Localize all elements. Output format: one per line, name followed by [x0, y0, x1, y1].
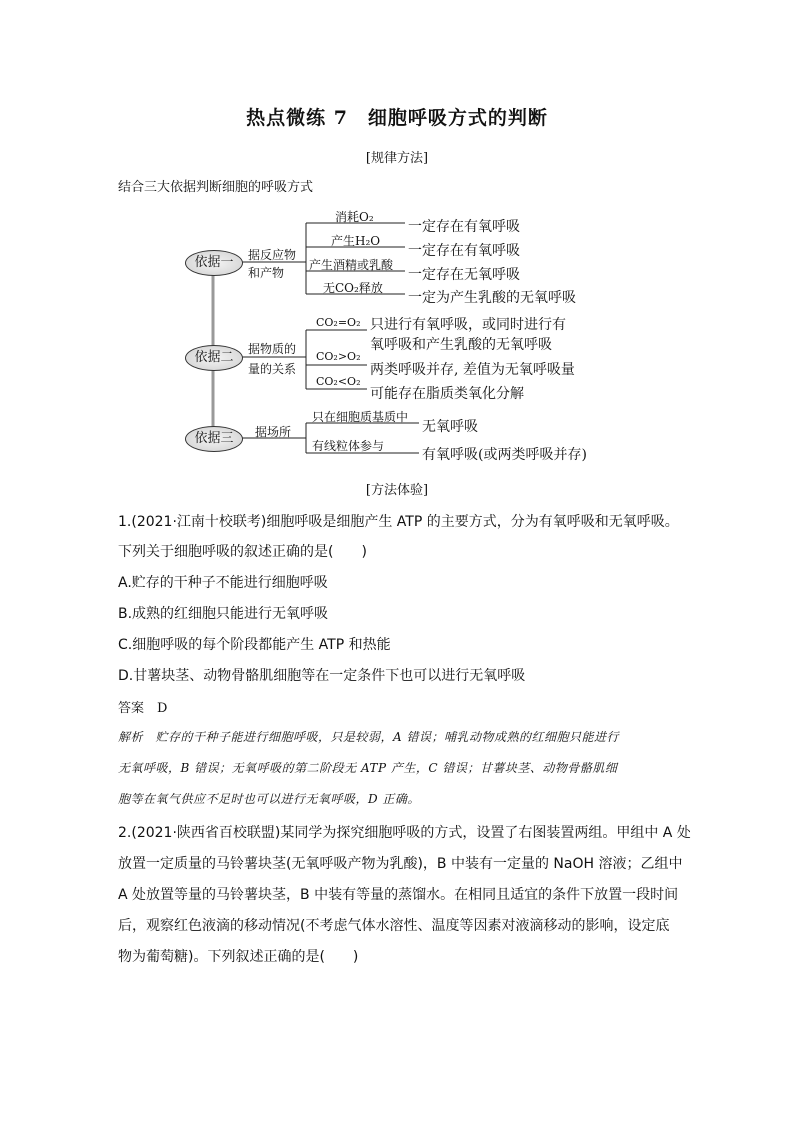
basis1-condition: 产生酒精或乳酸 — [309, 258, 394, 272]
q2-stem-line: 2.(2021·陕西省百校联盟)某同学为探究细胞呼吸的方式，设置了右图装置两组。甲组中 A 处 — [118, 825, 691, 841]
basis2-condition: CO₂>O₂ — [316, 350, 361, 363]
q1-option-a: A.贮存的干种子不能进行细胞呼吸 — [118, 575, 328, 591]
basis1-result: 一定存在无氧呼吸 — [408, 267, 520, 283]
section-heading-rules: [规律方法] — [365, 151, 429, 166]
q1-option-b: B.成熟的红细胞只能进行无氧呼吸 — [118, 606, 329, 622]
basis2-result: 两类呼吸并存, 差值为无氧呼吸量 — [370, 362, 575, 378]
basis2-condition: CO₂<O₂ — [316, 375, 361, 388]
basis3-condition: 有线粒体参与 — [312, 439, 385, 453]
basis2-result: 可能存在脂质类氧化分解 — [370, 386, 524, 402]
intro-text: 结合三大依据判断细胞的呼吸方式 — [118, 180, 314, 195]
q1-explanation-line: 无氧呼吸，B 错误；无氧呼吸的第二阶段无 ATP 产生，C 错误；甘薯块茎、动物骨骼肌细 — [118, 761, 618, 775]
basis1-category-line2: 和产物 — [248, 266, 285, 280]
q1-answer: 答案 D — [118, 701, 168, 716]
basis3-condition: 只在细胞质基质中 — [312, 410, 409, 424]
q1-option-c: C.细胞呼吸的每个阶段都能产生 ATP 和热能 — [118, 637, 391, 653]
q1-explanation-line: 胞等在氧气供应不足时也可以进行无氧呼吸，D 正确。 — [118, 792, 420, 806]
page-title: 热点微练 7 细胞呼吸方式的判断 — [246, 107, 548, 129]
basis3-result: 有氧呼吸(或两类呼吸并存) — [422, 447, 587, 463]
basis1-category-line1: 据反应物 — [248, 248, 297, 262]
q1-stem-line2: 下列关于细胞呼吸的叙述正确的是( ) — [118, 544, 367, 560]
basis3-category: 据场所 — [255, 425, 292, 439]
basis2-result: 氧呼吸和产生乳酸的无氧呼吸 — [370, 337, 552, 353]
section-heading-practice: [方法体验] — [365, 483, 429, 498]
basis2-category-line1: 据物质的 — [248, 342, 297, 356]
basis3-node: 依据三 — [185, 426, 243, 452]
q2-stem-line: 后，观察红色液滴的移动情况(不考虑气体水溶性、温度等因素对液滴移动的影响，设定底 — [118, 918, 670, 934]
basis2-category-line2: 量的关系 — [248, 362, 297, 376]
q1-explanation-line: 解析 贮存的干种子能进行细胞呼吸，只是较弱，A 错误；哺乳动物成熟的红细胞只能进行 — [118, 730, 619, 744]
basis1-node: 依据一 — [185, 250, 243, 276]
q2-stem-line: 物为葡萄糖)。下列叙述正确的是( ) — [118, 949, 359, 965]
basis1-result: 一定为产生乳酸的无氧呼吸 — [408, 290, 576, 306]
basis2-result: 只进行有氧呼吸，或同时进行有 — [370, 317, 566, 333]
q2-stem-line: 放置一定质量的马铃薯块茎(无氧呼吸产物为乳酸)，B 中装有一定量的 NaOH 溶液；乙组中 — [118, 856, 683, 872]
q1-stem-line1: 1.(2021·江南十校联考)细胞呼吸是细胞产生 ATP 的主要方式，分为有氧呼吸和无氧呼吸。 — [118, 514, 679, 530]
basis1-result: 一定存在有氧呼吸 — [408, 243, 520, 259]
q1-option-d: D.甘薯块茎、动物骨骼肌细胞等在一定条件下也可以进行无氧呼吸 — [118, 668, 526, 684]
basis2-node: 依据二 — [185, 345, 243, 371]
basis2-condition: CO₂=O₂ — [316, 316, 361, 329]
basis1-condition: 产生H₂O — [331, 234, 381, 248]
basis1-result: 一定存在有氧呼吸 — [408, 219, 520, 235]
basis1-condition: 消耗O₂ — [335, 210, 374, 224]
basis3-result: 无氧呼吸 — [422, 419, 478, 435]
q2-stem-line: A 处放置等量的马铃薯块茎，B 中装有等量的蒸馏水。在相同且适宜的条件下放置一段时间 — [118, 887, 679, 903]
basis1-condition: 无CO₂释放 — [323, 281, 383, 295]
